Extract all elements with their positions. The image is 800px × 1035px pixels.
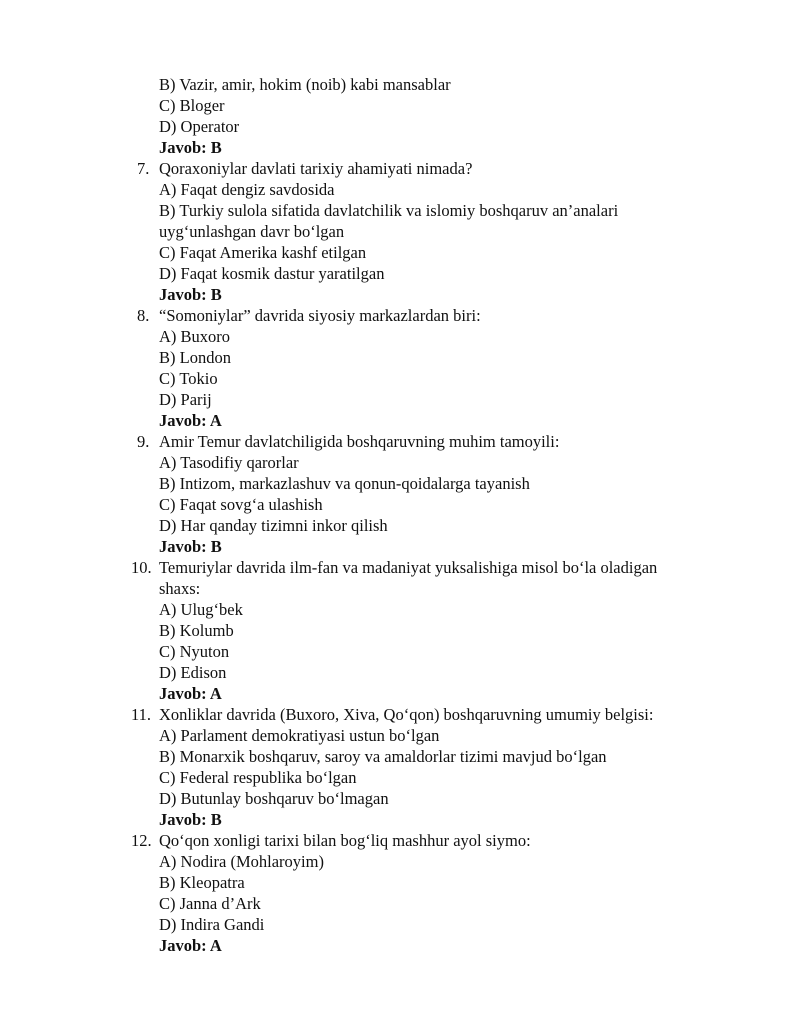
question-10	[0, 557, 800, 578]
option-6b: B) Vazir, amir, hokim (noib) kabi mansablar	[159, 75, 451, 94]
question-9	[0, 431, 800, 452]
option-11d: D) Butunlay boshqaruv bo‘lmagan	[159, 789, 389, 808]
question-number: 7.	[137, 159, 150, 178]
document-page	[0, 74, 800, 956]
option-7a: A) Faqat dengiz savdosida	[159, 180, 335, 199]
question-10-continued: shaxs:	[159, 579, 201, 598]
option-10b: B) Kolumb	[159, 621, 234, 640]
question-text: “Somoniylar” davrida siyosiy markazlardan biri:	[159, 306, 481, 325]
question-11	[0, 704, 800, 725]
option-8d: D) Parij	[159, 390, 212, 409]
option-8a: A) Buxoro	[159, 327, 231, 346]
question-number: 8.	[137, 306, 150, 325]
option-7c: C) Faqat Amerika kashf etilgan	[159, 243, 367, 262]
question-12	[0, 830, 800, 851]
question-8	[0, 305, 800, 326]
question-number: 11.	[131, 705, 152, 724]
option-12c: C) Janna d’Ark	[159, 894, 261, 913]
option-9b: B) Intizom, markazlashuv va qonun-qoidalarga tayanish	[159, 474, 530, 493]
answer-12: Javob: A	[159, 936, 222, 955]
option-9a: A) Tasodifiy qarorlar	[159, 453, 299, 472]
answer-9: Javob: B	[159, 537, 222, 556]
option-11a: A) Parlament demokratiyasi ustun bo‘lgan	[159, 726, 440, 745]
option-9c: C) Faqat sovg‘a ulashish	[159, 495, 323, 514]
question-text: Qoraxoniylar davlati tarixiy ahamiyati nimada?	[159, 159, 473, 178]
question-text: Xonliklar davrida (Buxoro, Xiva, Qo‘qon) boshqaruvning umumiy belgisi:	[159, 705, 654, 724]
question-text: Qo‘qon xonligi tarixi bilan bog‘liq mashhur ayol siymo:	[159, 831, 531, 850]
question-number: 10.	[131, 558, 152, 577]
option-12a: A) Nodira (Mohlaroyim)	[159, 852, 324, 871]
question-text: Temuriylar davrida ilm-fan va madaniyat yuksalishiga misol bo‘la oladigan	[159, 558, 658, 577]
option-7b: B) Turkiy sulola sifatida davlatchilik va islomiy boshqaruv an’analari	[159, 201, 619, 220]
option-11b: B) Monarxik boshqaruv, saroy va amaldorlar tizimi mavjud bo‘lgan	[159, 747, 607, 766]
option-6d: D) Operator	[159, 117, 240, 136]
option-8b: B) London	[159, 348, 231, 367]
answer-10: Javob: A	[159, 684, 222, 703]
option-7d: D) Faqat kosmik dastur yaratilgan	[159, 264, 385, 283]
option-12b: B) Kleopatra	[159, 873, 245, 892]
answer-7: Javob: B	[159, 285, 222, 304]
answer-11: Javob: B	[159, 810, 222, 829]
option-12d: D) Indira Gandi	[159, 915, 265, 934]
option-10a: A) Ulug‘bek	[159, 600, 243, 619]
question-7	[0, 158, 800, 179]
answer-8: Javob: A	[159, 411, 222, 430]
question-number: 9.	[137, 432, 150, 451]
option-7b-continued: uyg‘unlashgan davr bo‘lgan	[159, 222, 345, 241]
option-11c: C) Federal respublika bo‘lgan	[159, 768, 357, 787]
option-10c: C) Nyuton	[159, 642, 230, 661]
question-number: 12.	[131, 831, 152, 850]
option-6c: C) Bloger	[159, 96, 225, 115]
question-text: Amir Temur davlatchiligida boshqaruvning muhim tamoyili:	[159, 432, 560, 451]
option-9d: D) Har qanday tizimni inkor qilish	[159, 516, 388, 535]
option-8c: C) Tokio	[159, 369, 218, 388]
answer-6: Javob: B	[159, 138, 222, 157]
option-10d: D) Edison	[159, 663, 227, 682]
